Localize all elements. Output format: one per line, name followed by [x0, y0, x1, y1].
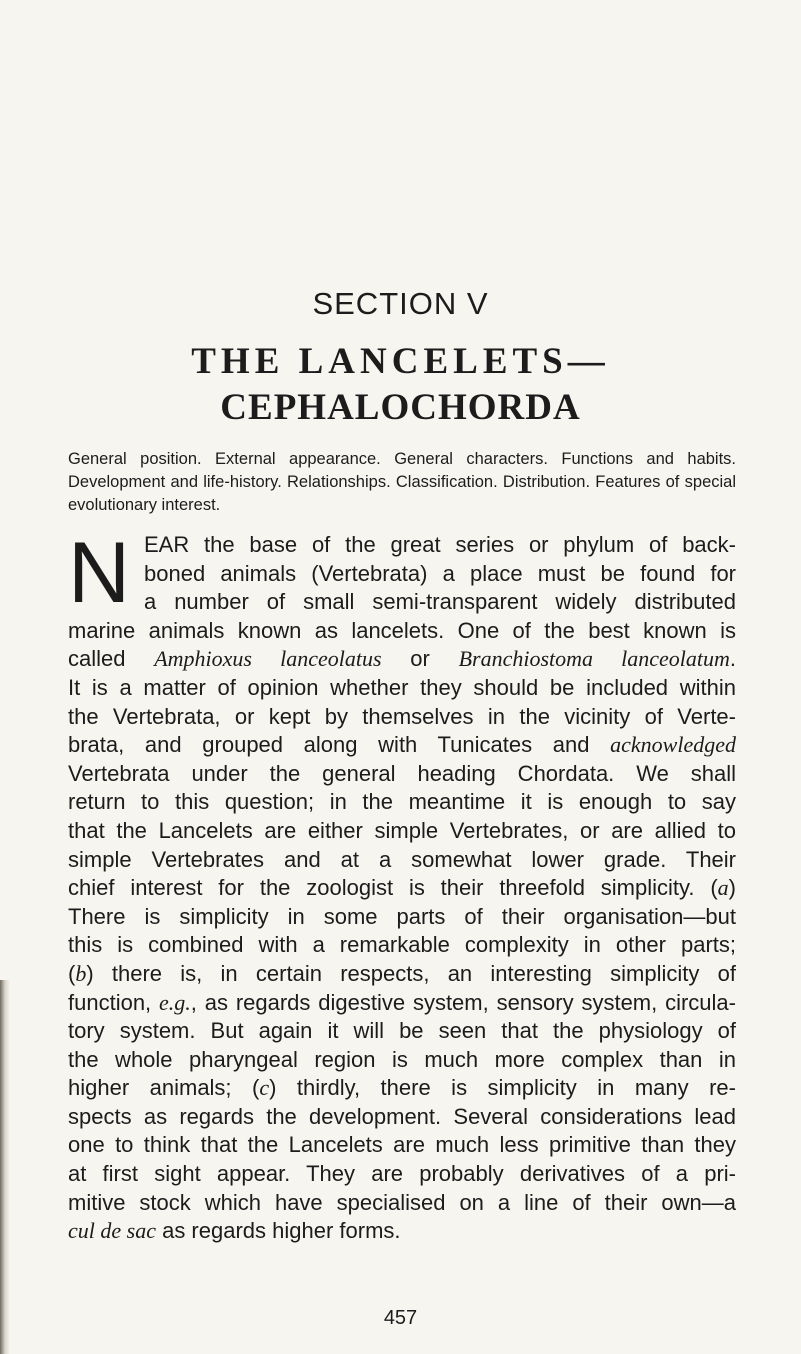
body-line: [68, 560, 736, 589]
drop-cap: N: [68, 525, 131, 621]
body-line: [68, 674, 736, 703]
body-text-segment: a number of small semi-transparent widely distributed: [144, 589, 736, 615]
body-line: [68, 1217, 736, 1246]
body-text-segment: tory system. But again it will be seen that the physiology of: [68, 1018, 736, 1044]
body-line: [68, 903, 736, 932]
body-text-segment: boned animals (Vertebrata) a place must be found for: [144, 560, 736, 586]
body-line: [68, 1074, 736, 1103]
body-line: [68, 874, 736, 903]
body-text-segment: Vertebrata under the general heading Chordata. We shall: [68, 760, 736, 786]
body-line: [68, 588, 736, 617]
body-line: [68, 1103, 736, 1132]
body-paragraph: [68, 525, 736, 1246]
body-line: [68, 1160, 736, 1189]
italic-text: cul de sac: [68, 1218, 156, 1244]
body-text-segment: simple Vertebrates and at a somewhat lower grade. Their: [68, 846, 736, 872]
body-text-segment: at first sight appear. They are probably derivatives of a pri-: [68, 1161, 736, 1187]
body-text-segment: return to this question; in the meantime it is enough to say: [68, 789, 736, 815]
body-text-segment: ) there is, in certain respects, an interesting simplicity of: [86, 960, 736, 986]
body-text-segment: function,: [68, 989, 160, 1015]
body-text-segment: as regards higher forms.: [155, 1218, 401, 1244]
body-line: [68, 731, 736, 760]
body-text-segment: the Vertebrata, or kept by themselves in the vicinity of Verte-: [68, 703, 736, 729]
chapter-title-line-1: THE LANCELETS—: [191, 341, 610, 382]
body-line: [68, 703, 736, 732]
body-line: [68, 617, 736, 646]
body-text-segment: ) thirdly, there is simplicity in many re-: [269, 1075, 736, 1101]
body-text-segment: brata, and grouped along with Tunicates and: [68, 732, 611, 758]
section-label: SECTION V: [312, 286, 489, 321]
chapter-title-line-2: CEPHALOCHORDA: [220, 387, 581, 428]
body-text-segment: , as regards digestive system, sensory system, circula-: [190, 989, 736, 1015]
page-binding-shadow: [0, 980, 10, 1354]
body-line: [68, 1189, 736, 1218]
body-line: [68, 788, 736, 817]
body-text-segment: one to think that the Lancelets are much less primitive than they: [68, 1132, 736, 1158]
chapter-synopsis: General position. External appearance. General characters. Functions and habits. Development and life-history. Relationships. Classification. Distribution. Features of special evolutionary interest.: [68, 450, 736, 514]
body-text-segment: that the Lancelets are either simple Vertebrates, or are allied to: [68, 817, 736, 843]
body-text-segment: or: [381, 646, 459, 672]
body-line: [68, 1131, 736, 1160]
body-line: [68, 989, 736, 1018]
body-line: [68, 960, 736, 989]
italic-text: a: [717, 875, 729, 901]
body-line: [68, 846, 736, 875]
italic-text: Amphioxus lanceolatus: [154, 646, 382, 672]
body-line: [68, 817, 736, 846]
body-line: [68, 645, 736, 674]
italic-text: e.g.: [159, 989, 191, 1015]
body-text-segment: .: [729, 646, 736, 672]
body-text-segment: called: [68, 646, 155, 672]
italic-text: acknowledged: [610, 732, 736, 758]
italic-text: Branchiostoma lanceolatum: [458, 646, 730, 672]
body-text-segment: spects as regards the development. Several considerations lead: [68, 1103, 736, 1129]
body-line: [68, 1017, 736, 1046]
body-line: [68, 931, 736, 960]
italic-text: c: [259, 1075, 270, 1101]
body-text-segment: the whole pharyngeal region is much more complex than in: [68, 1046, 736, 1072]
body-text-segment: EAR the base of the great series or phylum of back-: [144, 532, 736, 557]
body-lines: [68, 525, 736, 1246]
italic-text: b: [75, 960, 87, 986]
body-text-segment: chief interest for the zoologist is their threefold simplicity. (: [68, 875, 718, 901]
body-text-segment: There is simplicity in some parts of their organisation—but: [68, 903, 736, 929]
body-line: [68, 760, 736, 789]
body-text-segment: marine animals known as lancelets. One of the best known is: [68, 617, 736, 643]
body-text-segment: It is a matter of opinion whether they should be included within: [68, 674, 736, 700]
body-text-segment: mitive stock which have specialised on a line of their own—a: [68, 1189, 736, 1215]
page-number: 457: [383, 1307, 418, 1329]
body-text-segment: (: [68, 960, 76, 986]
body-line: [68, 531, 736, 560]
body-text-segment: this is combined with a remarkable complexity in other parts;: [68, 932, 736, 958]
body-line: [68, 1046, 736, 1075]
body-text-segment: higher animals; (: [68, 1075, 260, 1101]
body-text-segment: ): [728, 875, 736, 901]
